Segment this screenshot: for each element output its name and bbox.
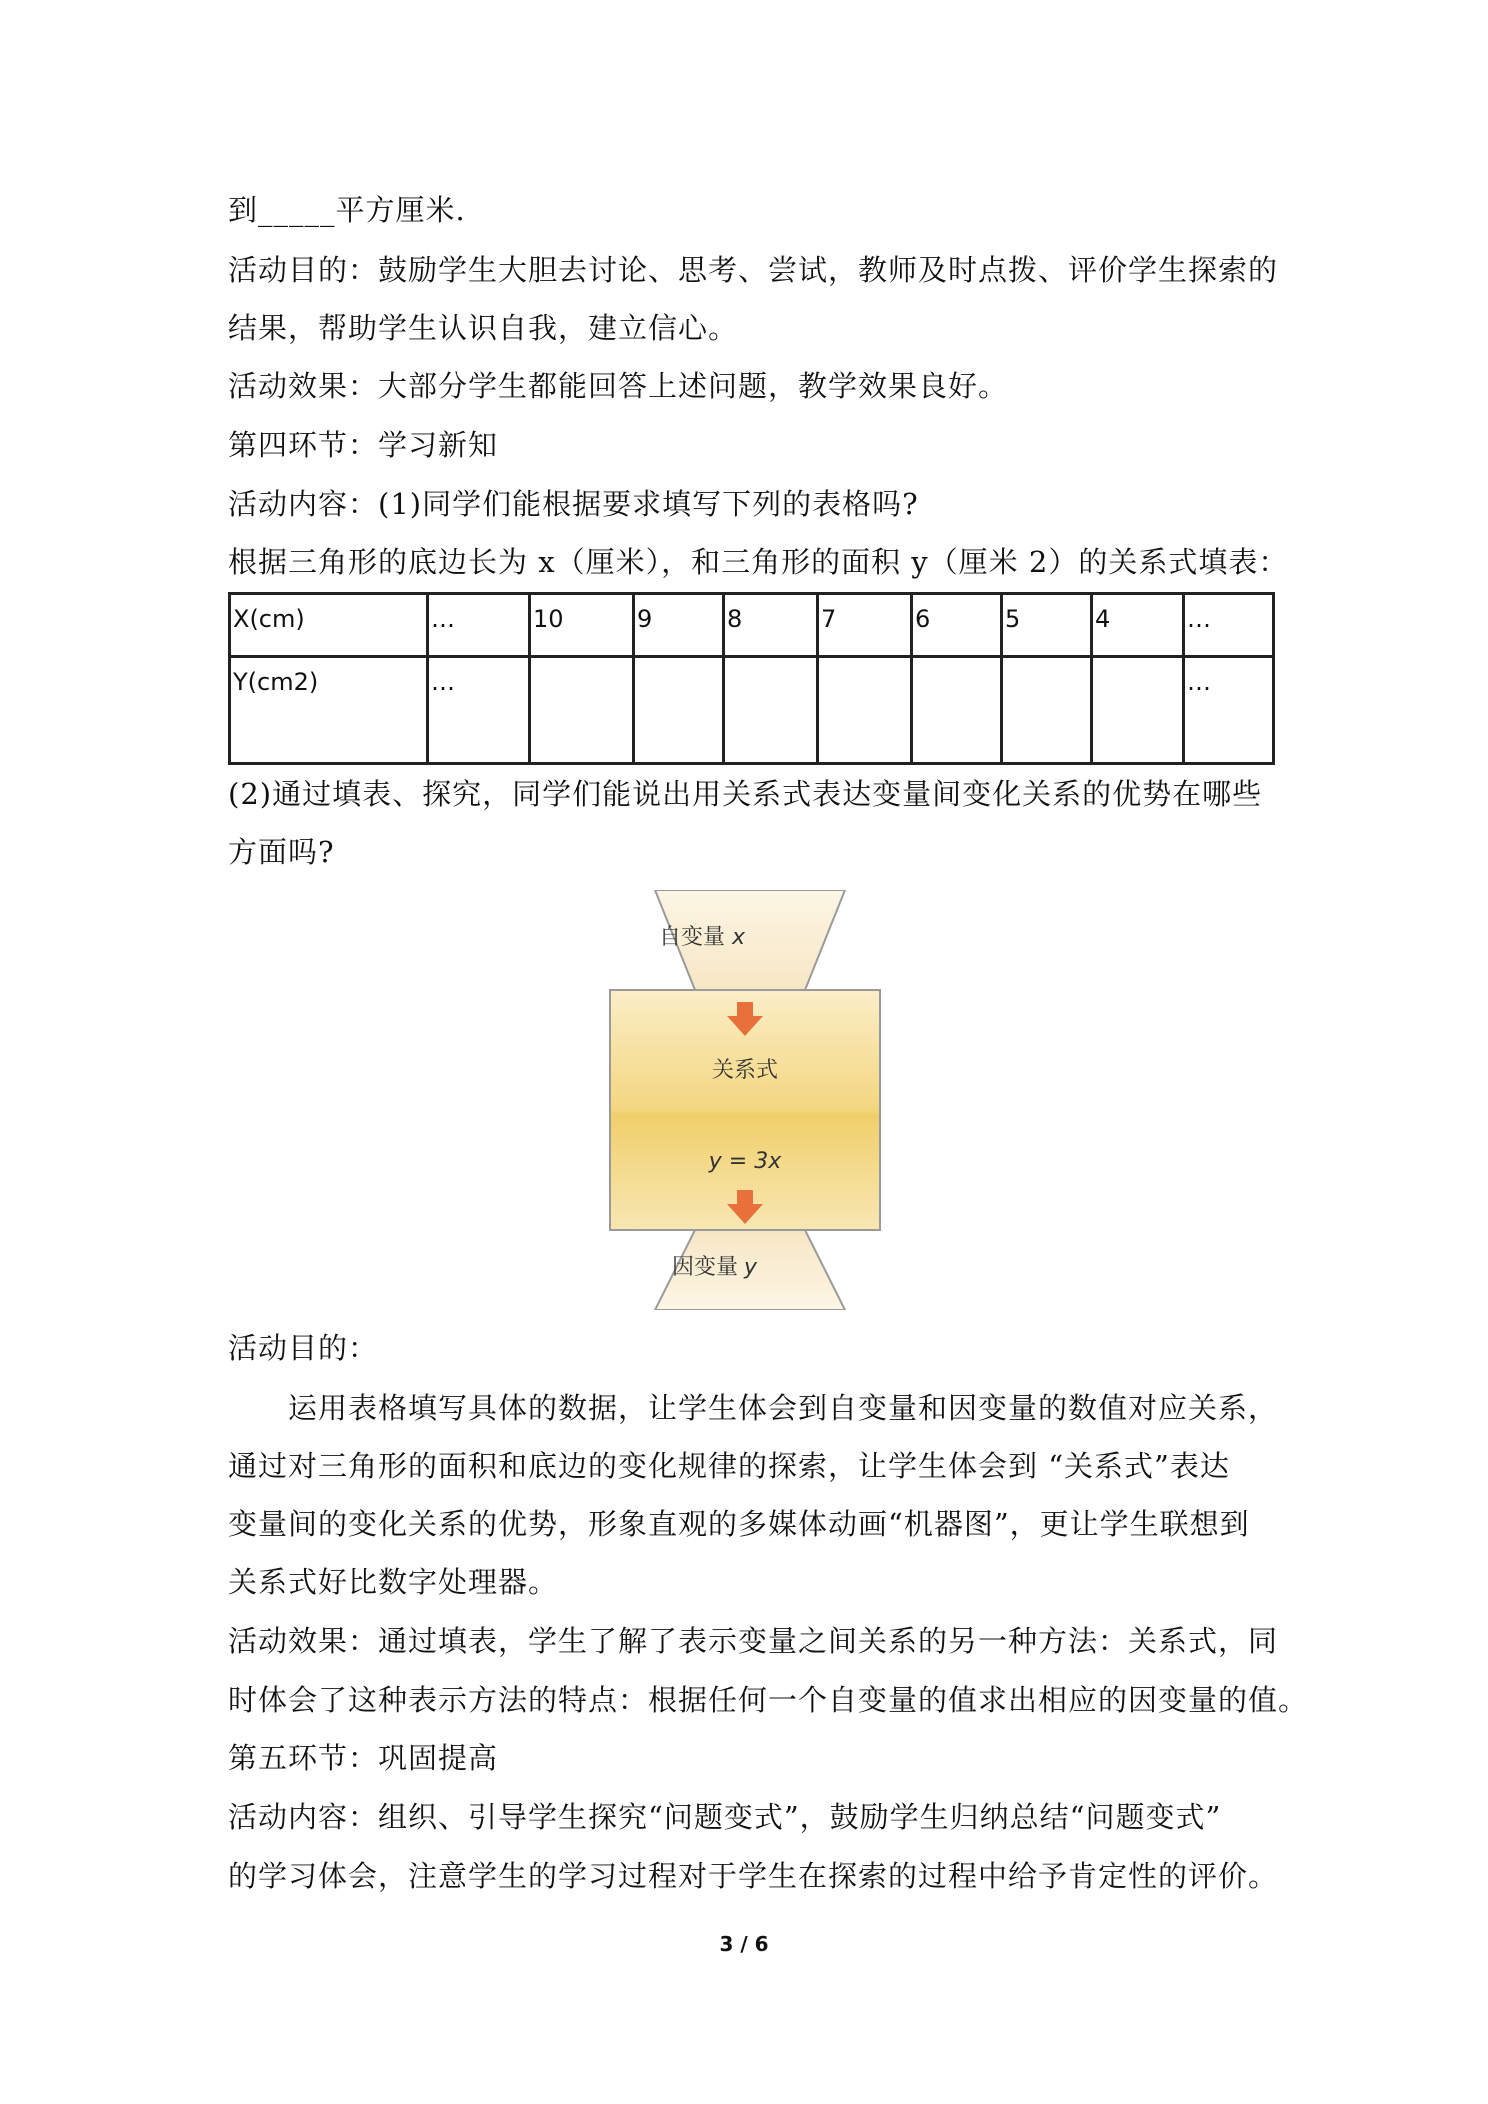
table-row <box>230 594 1274 657</box>
bottom-variable: y <box>744 1255 758 1280</box>
table-cell[interactable]: 6 <box>912 594 1002 657</box>
paragraph-line: 活动内容：组织、引导学生探究“问题变式”，鼓励学生归纳总结“问题变式” <box>228 1800 1222 1834</box>
middle-label: 关系式 <box>711 1058 779 1083</box>
table-cell[interactable] <box>634 657 724 764</box>
paragraph-line: 根据三角形的底边长为 x（厘米），和三角形的面积 y（厘米 2）的关系式填表： <box>228 545 1289 579</box>
table-cell[interactable]: X(cm) <box>230 594 428 657</box>
table-cell[interactable]: 10 <box>530 594 634 657</box>
table-row <box>230 657 1274 764</box>
paragraph-line: 结果，帮助学生认识自我，建立信心。 <box>228 311 739 345</box>
top-label: 自变量 <box>658 925 725 950</box>
table-cell[interactable] <box>818 657 912 764</box>
paragraph-line: 通过对三角形的面积和底边的变化规律的探索，让学生体会到 “关系式”表达 <box>228 1449 1230 1483</box>
paragraph-line: 时体会了这种表示方法的特点：根据任何一个自变量的值求出相应的因变量的值。 <box>228 1683 1309 1717</box>
table-cell[interactable] <box>1002 657 1092 764</box>
table-cell[interactable]: … <box>428 594 530 657</box>
table-cell[interactable]: 5 <box>1002 594 1092 657</box>
paragraph-line: 活动效果：大部分学生都能回答上述问题，教学效果良好。 <box>228 369 1009 403</box>
paragraph-line: 的学习体会，注意学生的学习过程对于学生在探索的过程中给予肯定性的评价。 <box>228 1859 1279 1893</box>
table-cell[interactable]: 4 <box>1092 594 1184 657</box>
paragraph-line: 运用表格填写具体的数据，让学生体会到自变量和因变量的数值对应关系， <box>288 1391 1279 1425</box>
value-table <box>228 592 1275 765</box>
paragraph-line: (2)通过填表、探究，同学们能说出用关系式表达变量间变化关系的优势在哪些 <box>228 777 1263 811</box>
paragraph-line: 关系式好比数字处理器。 <box>228 1565 559 1599</box>
function-machine-diagram <box>600 890 890 1310</box>
paragraph-line: 活动目的：鼓励学生大胆去讨论、思考、尝试，教师及时点拨、评价学生探索的 <box>228 253 1279 287</box>
table-cell[interactable] <box>912 657 1002 764</box>
table-cell[interactable]: Y(cm2) <box>230 657 428 764</box>
section-heading: 第四环节：学习新知 <box>228 428 499 462</box>
table-cell[interactable]: … <box>1184 657 1274 764</box>
table-cell[interactable]: 8 <box>724 594 818 657</box>
paragraph-line: 变量间的变化关系的优势，形象直观的多媒体动画“机器图”，更让学生联想到 <box>228 1507 1250 1541</box>
section-heading: 第五环节：巩固提高 <box>228 1741 499 1775</box>
paragraph-line: 活动目的： <box>228 1331 379 1365</box>
bottom-label: 因变量 <box>671 1255 738 1280</box>
table-cell[interactable]: 7 <box>818 594 912 657</box>
formula: y = 3x <box>708 1149 782 1174</box>
paragraph-line: 活动内容：(1)同学们能根据要求填写下列的表格吗? <box>228 487 919 521</box>
table-cell[interactable] <box>1092 657 1184 764</box>
page-number: 3 / 6 <box>719 1932 769 1956</box>
top-variable: x <box>732 925 746 950</box>
table-cell[interactable]: … <box>428 657 530 764</box>
table-cell[interactable] <box>724 657 818 764</box>
paragraph-line: 活动效果：通过填表，学生了解了表示变量之间关系的另一种方法：关系式，同 <box>228 1624 1279 1658</box>
table-cell[interactable]: 9 <box>634 594 724 657</box>
paragraph-line: 方面吗? <box>228 835 335 869</box>
table-cell[interactable]: … <box>1184 594 1274 657</box>
paragraph-line: 到_____平方厘米. <box>228 193 466 227</box>
table-cell[interactable] <box>530 657 634 764</box>
